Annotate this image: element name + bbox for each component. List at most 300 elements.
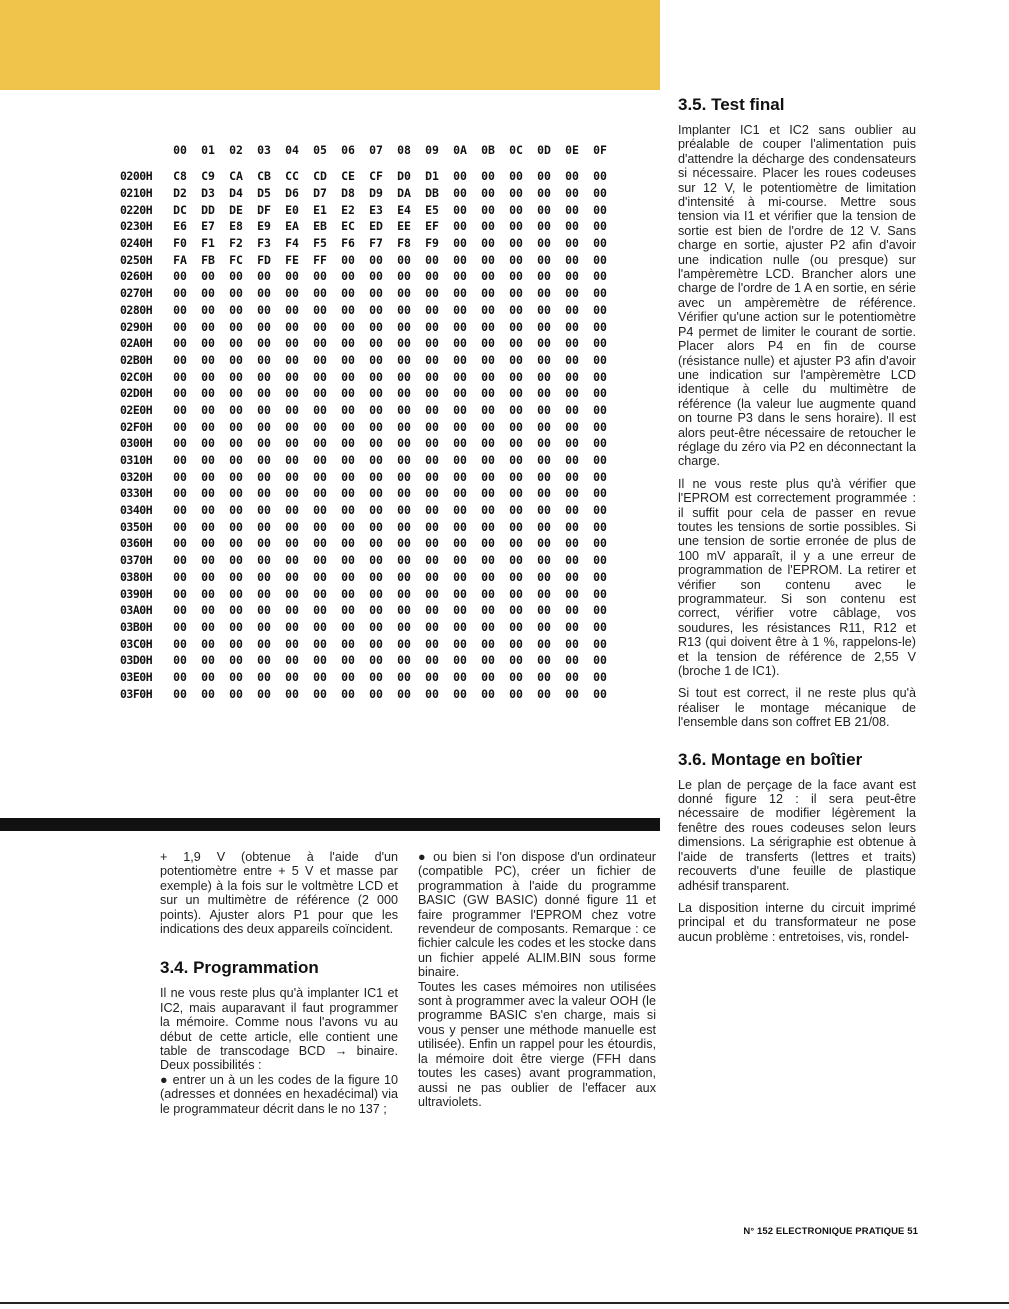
hex-cell: FA bbox=[173, 252, 187, 267]
hex-column-label: 08 bbox=[397, 143, 411, 157]
hex-cell: 00 bbox=[285, 336, 299, 351]
hex-cell: 00 bbox=[201, 686, 215, 701]
hex-cell: 00 bbox=[257, 536, 271, 551]
hex-cell: 00 bbox=[313, 402, 327, 417]
hex-cell: 00 bbox=[425, 536, 439, 551]
hex-cell: 00 bbox=[229, 619, 243, 634]
hex-row bbox=[120, 602, 660, 619]
hex-cell: 00 bbox=[593, 352, 607, 367]
hex-cell: 00 bbox=[453, 636, 467, 651]
hex-cell: 00 bbox=[481, 352, 495, 367]
hex-cell: 00 bbox=[537, 503, 551, 518]
hex-address: 0270H bbox=[120, 286, 153, 301]
hex-column-label: 0F bbox=[593, 143, 607, 157]
hex-cell: 00 bbox=[425, 503, 439, 518]
hex-cell: 00 bbox=[509, 653, 523, 668]
hex-cell: 00 bbox=[509, 402, 523, 417]
hex-cell: 00 bbox=[481, 503, 495, 518]
hex-cell: 00 bbox=[369, 569, 383, 584]
hex-cell: 00 bbox=[313, 569, 327, 584]
hex-cell: 00 bbox=[397, 352, 411, 367]
hex-cell: 00 bbox=[341, 519, 355, 534]
hex-cell: 00 bbox=[453, 202, 467, 217]
hex-column-label: 07 bbox=[369, 143, 383, 157]
hex-cell: 00 bbox=[397, 402, 411, 417]
hex-cell: 00 bbox=[173, 453, 187, 468]
hex-cell: 00 bbox=[341, 686, 355, 701]
hex-cell: 00 bbox=[369, 469, 383, 484]
hex-cell: 00 bbox=[509, 202, 523, 217]
hex-cell: 00 bbox=[509, 302, 523, 317]
bottom-rule bbox=[0, 1302, 1009, 1304]
hex-cell: 00 bbox=[397, 569, 411, 584]
hex-cell: 00 bbox=[257, 269, 271, 284]
paragraph-test-final: Implanter IC1 et IC2 sans oublier au préalable de couper l'alimentation puis d'attendre la décharge des condensateurs si nécessaire. Placer les roues codeuses sur 12 V, le potentiomètre de limitation d'intensité à mi-course. Mettre sous tension via I1 et vérifier que la tension de sortie est bien de l'ordre de 12 V. Sans charge en sortie, ajuster P2 afin d'avoir une indication nulle (ou presque) sur l'ampèremètre LCD. Brancher alors une charge de l'ordre de 1 A en sortie, en série avec un ampèremètre de référence. Vérifier qu'une action sur le potentiomètre P4 permet de limiter le courant de sortie. Placer alors P4 en fin de course (résistance nulle) et ajuster P3 afin d'avoir une indication sur l'ampèremètre LCD identique à celle du multimètre de référence (la valeur lue augmente quand on tourne P3 dans le sens horaire). Il est alors peut-être nécessaire de retoucher le réglage du zéro via P2 en déconnectant la charge. bbox=[678, 123, 916, 469]
hex-cell: 00 bbox=[285, 519, 299, 534]
hex-cell: 00 bbox=[565, 586, 579, 601]
hex-cell: 00 bbox=[565, 319, 579, 334]
hex-cell: C9 bbox=[201, 169, 215, 184]
hex-cell: 00 bbox=[369, 636, 383, 651]
hex-address: 0250H bbox=[120, 252, 153, 267]
hex-cell: 00 bbox=[593, 252, 607, 267]
hex-row bbox=[120, 619, 660, 636]
hex-cell: 00 bbox=[257, 636, 271, 651]
hex-cell: 00 bbox=[453, 336, 467, 351]
page-footer: N° 152 ELECTRONIQUE PRATIQUE 51 bbox=[743, 1226, 918, 1237]
hex-row bbox=[120, 368, 660, 385]
hex-cell: 00 bbox=[201, 636, 215, 651]
hex-cell: 00 bbox=[593, 169, 607, 184]
hex-cell: 00 bbox=[201, 619, 215, 634]
paragraph-calibration: + 1,9 V (obtenue à l'aide d'un potentiomètre entre + 5 V et masse par exemple) à la fois sur le voltmètre LCD et sur un multimètre de référence (2 000 points). Ajuster alors P1 pour que les indications des deux appareils coïncident. bbox=[160, 850, 398, 937]
hex-column-label: 06 bbox=[341, 143, 355, 157]
hex-cell: 00 bbox=[509, 369, 523, 384]
bullet-pc-basic: ● ou bien si l'on dispose d'un ordinateur (compatible PC), créer un fichier de programmation à l'aide du programme BASIC (GW BASIC) donné figure 11 et faire programmer l'EPROM chez votre revendeur de composants. Remarque : ce fichier calcule les codes et les stocke dans un fichier appelé ALIM.BIN sous forme binaire. bbox=[418, 850, 656, 980]
text-column-2 bbox=[418, 850, 656, 1117]
hex-cell: 00 bbox=[257, 419, 271, 434]
hex-cell: 00 bbox=[481, 219, 495, 234]
hex-cell: 00 bbox=[509, 586, 523, 601]
hex-row bbox=[120, 201, 660, 218]
hex-cell: 00 bbox=[481, 252, 495, 267]
hex-cell: 00 bbox=[425, 419, 439, 434]
hex-cell: F5 bbox=[313, 236, 327, 251]
hex-row bbox=[120, 502, 660, 519]
hex-cell: 00 bbox=[173, 503, 187, 518]
hex-cell: DC bbox=[173, 202, 187, 217]
hex-cell: 00 bbox=[397, 419, 411, 434]
hex-cell: 00 bbox=[369, 686, 383, 701]
hex-cell: 00 bbox=[313, 636, 327, 651]
hex-cell: D9 bbox=[369, 186, 383, 201]
hex-cell: 00 bbox=[257, 603, 271, 618]
hex-cell: 00 bbox=[481, 686, 495, 701]
hex-cell: 00 bbox=[201, 352, 215, 367]
hex-cell: 00 bbox=[425, 653, 439, 668]
hex-cell: 00 bbox=[481, 319, 495, 334]
hex-cell: 00 bbox=[201, 569, 215, 584]
hex-cell: 00 bbox=[257, 653, 271, 668]
hex-cell: 00 bbox=[565, 219, 579, 234]
hex-row bbox=[120, 435, 660, 452]
hex-cell: 00 bbox=[509, 636, 523, 651]
hex-cell: 00 bbox=[593, 286, 607, 301]
hex-cell: 00 bbox=[453, 436, 467, 451]
hex-cell: 00 bbox=[425, 386, 439, 401]
hex-cell: 00 bbox=[397, 286, 411, 301]
hex-cell: 00 bbox=[537, 336, 551, 351]
hex-cell: 00 bbox=[313, 352, 327, 367]
hex-address: 0260H bbox=[120, 269, 153, 284]
hex-cell: 00 bbox=[565, 386, 579, 401]
hex-cell: 00 bbox=[481, 202, 495, 217]
hex-cell: 00 bbox=[313, 686, 327, 701]
hex-column-label: 0C bbox=[509, 143, 523, 157]
hex-cell: 00 bbox=[425, 469, 439, 484]
paragraph-eprom-check: Il ne vous reste plus qu'à vérifier que l'EPROM est correctement programmée : il suffit pour cela de passer en revue toutes les tensions de sortie possibles. Si une tension de sortie erronée de plus de 100 mV apparaît, il y a une erreur de programmation de l'EPROM. La retirer et vérifier son contenu avec le programmateur. Si son contenu est correct, vérifier votre câblage, vos soudures, les résistances R11, R12 et R13 (qui doivent être à 1 %, rappelons-le) et la tension de référence de 2,55 V (broche 1 de IC1). bbox=[678, 476, 916, 679]
hex-cell: 00 bbox=[565, 252, 579, 267]
hex-cell: 00 bbox=[173, 669, 187, 684]
hex-cell: 00 bbox=[397, 669, 411, 684]
hex-cell: 00 bbox=[173, 603, 187, 618]
heading-montage-boitier: 3.6. Montage en boîtier bbox=[678, 749, 863, 769]
hex-address: 03E0H bbox=[120, 669, 153, 684]
hex-cell: 00 bbox=[593, 186, 607, 201]
hex-address: 0320H bbox=[120, 469, 153, 484]
hex-row bbox=[120, 518, 660, 535]
hex-cell: 00 bbox=[257, 686, 271, 701]
hex-cell: 00 bbox=[257, 519, 271, 534]
hex-address: 02A0H bbox=[120, 336, 153, 351]
hex-cell: 00 bbox=[509, 469, 523, 484]
hex-cell: 00 bbox=[537, 186, 551, 201]
hex-cell: D4 bbox=[229, 186, 243, 201]
hex-cell: 00 bbox=[537, 252, 551, 267]
hex-cell: 00 bbox=[509, 519, 523, 534]
hex-cell: 00 bbox=[397, 369, 411, 384]
hex-cell: 00 bbox=[593, 453, 607, 468]
hex-cell: 00 bbox=[481, 269, 495, 284]
hex-cell: 00 bbox=[229, 603, 243, 618]
hex-cell: 00 bbox=[201, 369, 215, 384]
hex-column-label: 09 bbox=[425, 143, 439, 157]
hex-cell: 00 bbox=[257, 453, 271, 468]
hex-cell: F9 bbox=[425, 236, 439, 251]
hex-row bbox=[120, 685, 660, 702]
hex-cell: 00 bbox=[397, 269, 411, 284]
hex-cell: 00 bbox=[201, 553, 215, 568]
hex-cell: 00 bbox=[201, 302, 215, 317]
hex-cell: 00 bbox=[285, 536, 299, 551]
hex-cell: 00 bbox=[509, 686, 523, 701]
hex-cell: 00 bbox=[285, 553, 299, 568]
hex-cell: 00 bbox=[425, 619, 439, 634]
hex-cell: 00 bbox=[341, 503, 355, 518]
hex-cell: 00 bbox=[425, 319, 439, 334]
hex-cell: E5 bbox=[425, 202, 439, 217]
hex-cell: 00 bbox=[537, 369, 551, 384]
hex-cell: 00 bbox=[537, 219, 551, 234]
hex-cell: 00 bbox=[285, 386, 299, 401]
hex-cell: E9 bbox=[257, 219, 271, 234]
hex-cell: 00 bbox=[537, 386, 551, 401]
hex-cell: 00 bbox=[369, 302, 383, 317]
hex-cell: 00 bbox=[397, 453, 411, 468]
hex-address: 03D0H bbox=[120, 653, 153, 668]
hex-cell: 00 bbox=[565, 352, 579, 367]
hex-cell: 00 bbox=[201, 336, 215, 351]
hex-cell: F1 bbox=[201, 236, 215, 251]
hex-cell: FE bbox=[285, 252, 299, 267]
hex-cell: 00 bbox=[257, 286, 271, 301]
hex-cell: 00 bbox=[593, 269, 607, 284]
hex-cell: 00 bbox=[285, 586, 299, 601]
hex-cell: 00 bbox=[453, 586, 467, 601]
hex-cell: CA bbox=[229, 169, 243, 184]
hex-cell: 00 bbox=[537, 653, 551, 668]
hex-cell: 00 bbox=[257, 586, 271, 601]
hex-cell: 00 bbox=[453, 669, 467, 684]
hex-cell: 00 bbox=[537, 469, 551, 484]
hex-cell: CB bbox=[257, 169, 271, 184]
hex-cell: 00 bbox=[229, 453, 243, 468]
hex-cell: 00 bbox=[229, 553, 243, 568]
hex-cell: 00 bbox=[257, 553, 271, 568]
hex-address: 0240H bbox=[120, 236, 153, 251]
hex-cell: 00 bbox=[397, 486, 411, 501]
hex-cell: 00 bbox=[341, 486, 355, 501]
hex-cell: CD bbox=[313, 169, 327, 184]
hex-cell: EB bbox=[313, 219, 327, 234]
hex-cell: 00 bbox=[537, 453, 551, 468]
hex-cell: 00 bbox=[313, 519, 327, 534]
hex-cell: 00 bbox=[341, 252, 355, 267]
hex-cell: 00 bbox=[453, 352, 467, 367]
hex-cell: 00 bbox=[201, 603, 215, 618]
hex-cell: 00 bbox=[369, 336, 383, 351]
hex-address: 0230H bbox=[120, 219, 153, 234]
hex-cell: 00 bbox=[285, 653, 299, 668]
hex-address: 02E0H bbox=[120, 402, 153, 417]
hex-column-label: 00 bbox=[173, 143, 187, 157]
hex-cell: 00 bbox=[425, 252, 439, 267]
hex-cell: 00 bbox=[509, 236, 523, 251]
hex-cell: 00 bbox=[369, 269, 383, 284]
hex-cell: 00 bbox=[313, 653, 327, 668]
hex-cell: 00 bbox=[509, 503, 523, 518]
hex-cell: 00 bbox=[285, 402, 299, 417]
hex-cell: 00 bbox=[509, 186, 523, 201]
paragraph-montage: Le plan de perçage de la face avant est donné figure 12 : il sera peut-être nécessaire de modifier légèrement la fenêtre des roues codeuses selon leurs dimensions. La sérigraphie est obtenue à l'aide de transferts (lettres et traits) recouverts d'une feuille de plastique adhésif transparent. bbox=[678, 777, 916, 893]
hex-cell: 00 bbox=[481, 169, 495, 184]
hex-row bbox=[120, 468, 660, 485]
hex-cell: 00 bbox=[285, 569, 299, 584]
hex-cell: 00 bbox=[285, 453, 299, 468]
hex-cell: 00 bbox=[537, 202, 551, 217]
hex-cell: 00 bbox=[397, 469, 411, 484]
hex-cell: E8 bbox=[229, 219, 243, 234]
hex-cell: 00 bbox=[593, 619, 607, 634]
hex-cell: 00 bbox=[341, 436, 355, 451]
hex-cell: 00 bbox=[341, 319, 355, 334]
hex-cell: 00 bbox=[453, 519, 467, 534]
hex-cell: 00 bbox=[201, 319, 215, 334]
hex-cell: 00 bbox=[229, 269, 243, 284]
hex-cell: 00 bbox=[453, 186, 467, 201]
section-divider-bar bbox=[0, 818, 660, 831]
paragraph-all-correct: Si tout est correct, il ne reste plus qu'à réaliser le montage mécanique de l'ensemble dans son coffret EB 21/08. bbox=[678, 686, 916, 730]
hex-cell: 00 bbox=[425, 569, 439, 584]
hex-row bbox=[120, 635, 660, 652]
hex-cell: 00 bbox=[453, 469, 467, 484]
hex-cell: 00 bbox=[425, 369, 439, 384]
hex-cell: 00 bbox=[313, 453, 327, 468]
hex-cell: 00 bbox=[173, 519, 187, 534]
hex-row bbox=[120, 452, 660, 469]
hex-cell: 00 bbox=[537, 286, 551, 301]
hex-cell: 00 bbox=[537, 603, 551, 618]
hex-row bbox=[120, 335, 660, 352]
paragraph-disposition: La disposition interne du circuit imprimé principal et du transformateur ne pose aucun problème : entretoises, vis, rondel- bbox=[678, 900, 916, 944]
hex-cell: 00 bbox=[481, 186, 495, 201]
hex-cell: 00 bbox=[425, 519, 439, 534]
hex-cell: 00 bbox=[201, 419, 215, 434]
hex-cell: 00 bbox=[285, 619, 299, 634]
hex-cell: 00 bbox=[173, 419, 187, 434]
hex-column-label: 03 bbox=[257, 143, 271, 157]
hex-cell: 00 bbox=[229, 569, 243, 584]
hex-row bbox=[120, 485, 660, 502]
hex-cell: 00 bbox=[537, 319, 551, 334]
hex-cell: 00 bbox=[565, 402, 579, 417]
hex-row bbox=[120, 218, 660, 235]
heading-test-final: 3.5. Test final bbox=[678, 95, 785, 114]
hex-cell: 00 bbox=[509, 453, 523, 468]
hex-cell: 00 bbox=[285, 269, 299, 284]
hex-cell: 00 bbox=[397, 653, 411, 668]
hex-cell: 00 bbox=[593, 202, 607, 217]
hex-cell: 00 bbox=[453, 169, 467, 184]
hex-cell: 00 bbox=[565, 519, 579, 534]
hex-cell: 00 bbox=[201, 653, 215, 668]
hex-cell: 00 bbox=[425, 669, 439, 684]
hex-cell: 00 bbox=[173, 286, 187, 301]
hex-cell: DB bbox=[425, 186, 439, 201]
hex-cell: CC bbox=[285, 169, 299, 184]
hex-cell: 00 bbox=[509, 386, 523, 401]
hex-cell: 00 bbox=[229, 686, 243, 701]
hex-cell: 00 bbox=[229, 319, 243, 334]
hex-column-label: 01 bbox=[201, 143, 215, 157]
hex-cell: 00 bbox=[509, 269, 523, 284]
hex-cell: 00 bbox=[537, 236, 551, 251]
hex-address: 0310H bbox=[120, 453, 153, 468]
hex-cell: F8 bbox=[397, 236, 411, 251]
hex-cell: 00 bbox=[229, 402, 243, 417]
hex-cell: 00 bbox=[229, 286, 243, 301]
hex-address: 03C0H bbox=[120, 636, 153, 651]
hex-address: 0290H bbox=[120, 319, 153, 334]
hex-cell: 00 bbox=[565, 569, 579, 584]
hex-cell: D8 bbox=[341, 186, 355, 201]
hex-cell: 00 bbox=[173, 269, 187, 284]
hex-cell: 00 bbox=[509, 336, 523, 351]
hex-cell: 00 bbox=[593, 436, 607, 451]
hex-column-label: 02 bbox=[229, 143, 243, 157]
hex-cell: 00 bbox=[285, 669, 299, 684]
hex-cell: 00 bbox=[453, 553, 467, 568]
hex-column-label: 04 bbox=[285, 143, 299, 157]
hex-cell: 00 bbox=[509, 669, 523, 684]
hex-cell: 00 bbox=[285, 419, 299, 434]
hex-cell: 00 bbox=[229, 586, 243, 601]
hex-column-label: 05 bbox=[313, 143, 327, 157]
hex-cell: 00 bbox=[593, 586, 607, 601]
hex-cell: 00 bbox=[481, 286, 495, 301]
hex-cell: 00 bbox=[565, 669, 579, 684]
hex-cell: 00 bbox=[397, 686, 411, 701]
hex-cell: 00 bbox=[565, 553, 579, 568]
hex-address: 0370H bbox=[120, 553, 153, 568]
hex-cell: 00 bbox=[481, 386, 495, 401]
hex-cell: 00 bbox=[313, 553, 327, 568]
hex-cell: 00 bbox=[481, 302, 495, 317]
hex-address: 02B0H bbox=[120, 352, 153, 367]
hex-cell: 00 bbox=[313, 336, 327, 351]
hex-cell: 00 bbox=[593, 319, 607, 334]
bullet-manual-entry: ● entrer un à un les codes de la figure 10 (adresses et données en hexadécimal) via le programmateur décrit dans le no 137 ; bbox=[160, 1072, 398, 1116]
hex-cell: 00 bbox=[537, 269, 551, 284]
hex-cell: 00 bbox=[509, 286, 523, 301]
hex-cell: 00 bbox=[173, 336, 187, 351]
hex-cell: 00 bbox=[341, 586, 355, 601]
hex-row bbox=[120, 268, 660, 285]
hex-cell: 00 bbox=[565, 486, 579, 501]
hex-cell: 00 bbox=[229, 419, 243, 434]
hex-cell: D5 bbox=[257, 186, 271, 201]
hex-cell: DE bbox=[229, 202, 243, 217]
hex-cell: 00 bbox=[481, 486, 495, 501]
hex-cell: 00 bbox=[369, 669, 383, 684]
hex-cell: 00 bbox=[425, 336, 439, 351]
hex-cell: 00 bbox=[285, 369, 299, 384]
hex-address: 03B0H bbox=[120, 619, 153, 634]
hex-cell: C8 bbox=[173, 169, 187, 184]
hex-row bbox=[120, 585, 660, 602]
hex-address: 0330H bbox=[120, 486, 153, 501]
hex-cell: 00 bbox=[229, 386, 243, 401]
hex-cell: 00 bbox=[453, 536, 467, 551]
hex-cell: 00 bbox=[537, 519, 551, 534]
heading-programmation: 3.4. Programmation bbox=[160, 958, 319, 978]
hex-cell: 00 bbox=[313, 586, 327, 601]
hex-cell: 00 bbox=[565, 336, 579, 351]
hex-cell: 00 bbox=[341, 336, 355, 351]
hex-cell: 00 bbox=[369, 553, 383, 568]
hex-cell: 00 bbox=[593, 603, 607, 618]
hex-cell: 00 bbox=[481, 436, 495, 451]
hex-cell: D1 bbox=[425, 169, 439, 184]
hex-cell: D3 bbox=[201, 186, 215, 201]
hex-cell: F2 bbox=[229, 236, 243, 251]
hex-cell: 00 bbox=[397, 436, 411, 451]
hex-cell: 00 bbox=[313, 269, 327, 284]
hex-cell: EC bbox=[341, 219, 355, 234]
hex-cell: 00 bbox=[565, 269, 579, 284]
hex-cell: 00 bbox=[341, 636, 355, 651]
hex-cell: 00 bbox=[285, 319, 299, 334]
